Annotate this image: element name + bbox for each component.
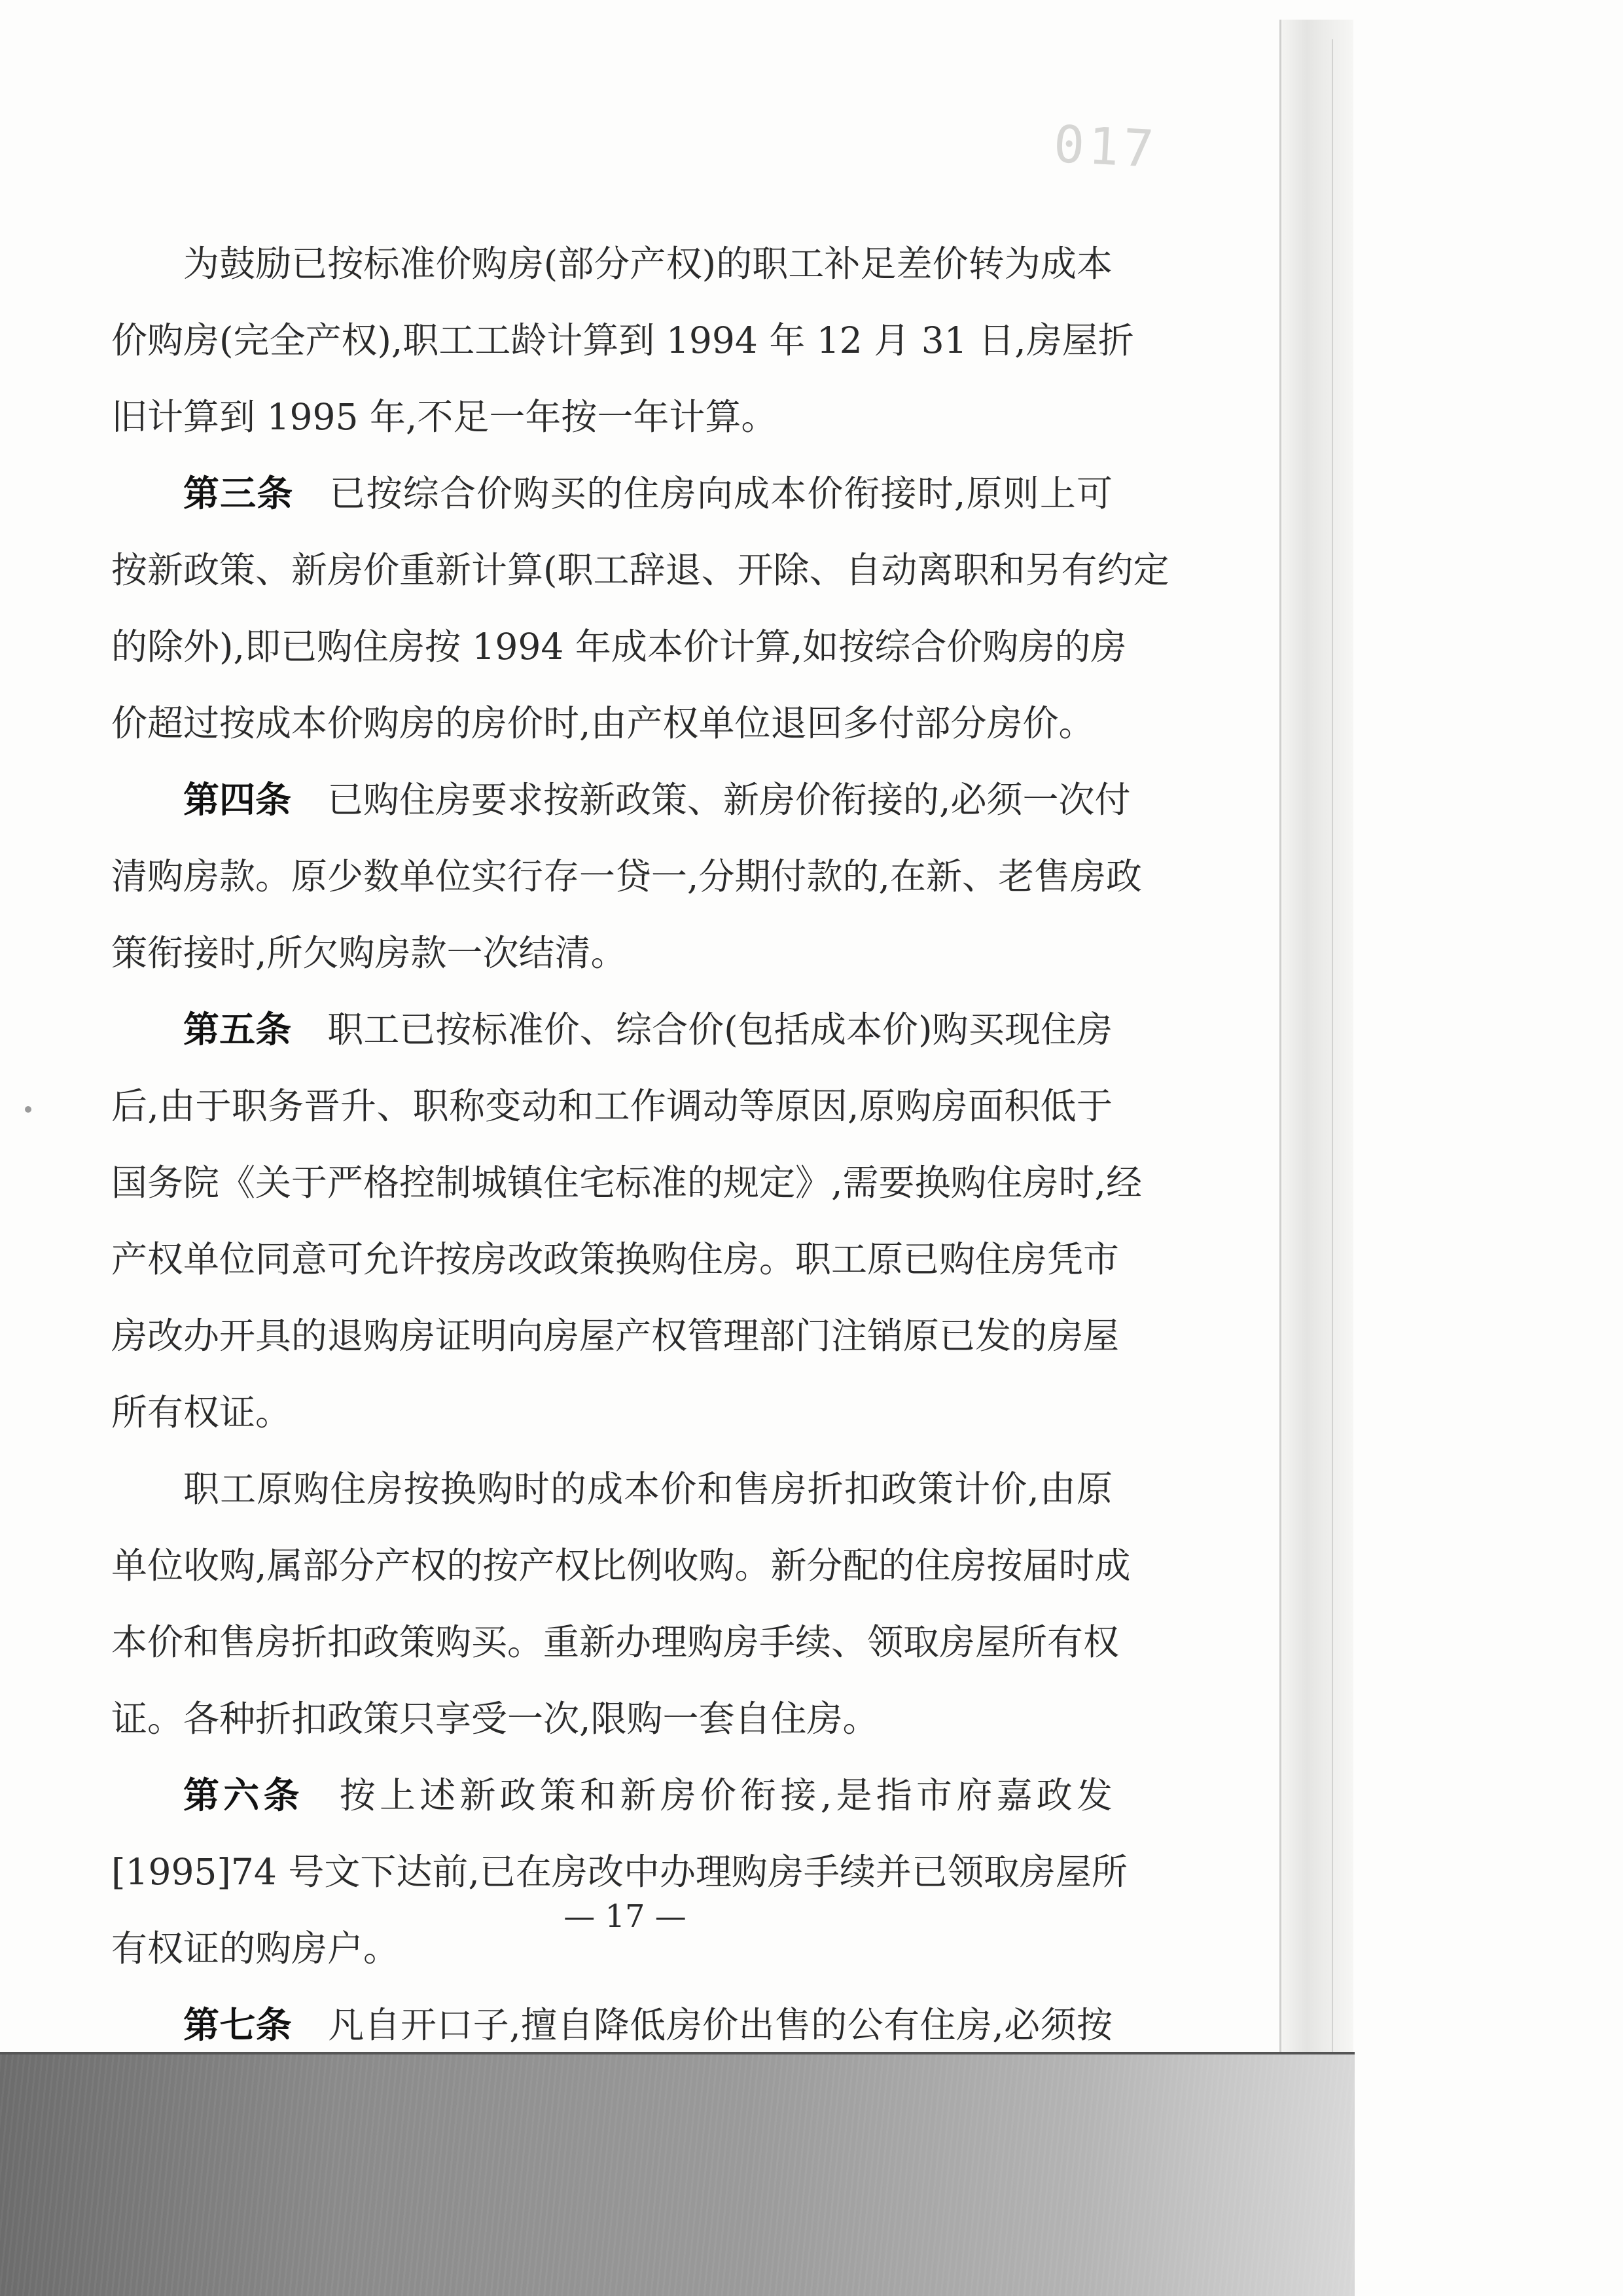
- text-line: [111, 762, 1131, 838]
- text-line: 产权单位同意可允许按房改政策换购住房。职工原已购住房凭市: [111, 1238, 1120, 1280]
- text-line: 国务院《关于严格控制城镇住宅标准的规定》,需要换购住房时,经: [111, 1162, 1142, 1204]
- text-line: [1995]74 号文下达前,已在房改中办理购房手续并已领取房屋所: [111, 1851, 1128, 1893]
- text-line: 后,由于职务晋升、职称变动和工作调动等原因,原购房面积低于: [111, 1085, 1113, 1127]
- page-number: — 17 —: [563, 1898, 687, 1935]
- text-line: [111, 456, 1113, 532]
- text-line: 清购房款。原少数单位实行存一贷一,分期付款的,在新、老售房政: [111, 855, 1142, 897]
- text-line: 的除外),即已购住房按 1994 年成本价计算,如按综合价购房的房: [111, 626, 1127, 668]
- page-binding-edge: [1279, 20, 1353, 2140]
- text-line-content: 已购住房要求按新政策、新房价衔接的,必须一次付: [327, 779, 1131, 821]
- text-line: 价超过按成本价购房的房价时,由产权单位退回多付部分房价。: [111, 702, 1095, 744]
- page-edge-line: [1332, 39, 1333, 2101]
- paragraph-article-6: [111, 1757, 1128, 1987]
- text-line: 有权证的购房户。: [111, 1928, 400, 1969]
- text-line: 所有权证。: [111, 1391, 292, 1433]
- paragraph-article-5: [111, 992, 1142, 1451]
- text-line: 为鼓励已按标准价购房(部分产权)的职工补足差价转为成本: [183, 243, 1113, 285]
- text-line: 职工原购住房按换购时的成本价和售房折扣政策计价,由原: [183, 1468, 1113, 1510]
- text-line: 房改办开具的退购房证明向房屋产权管理部门注销原已发的房屋: [111, 1315, 1120, 1357]
- faint-archive-number: 017: [1052, 115, 1160, 180]
- text-line: [111, 1757, 1113, 1834]
- paragraph-article-3: [111, 456, 1169, 762]
- paragraph-article-4: [111, 762, 1142, 992]
- article-heading: 第三条: [183, 473, 294, 514]
- text-line: 单位收购,属部分产权的按产权比例收购。新分配的住房按届时成: [111, 1545, 1131, 1587]
- text-line-content: 凡自开口子,擅自降低房价出售的公有住房,必须按: [328, 2004, 1113, 2046]
- paragraph-intro: [111, 226, 1134, 456]
- article-heading: 第六条: [183, 1774, 304, 1816]
- scanner-shadow-strip: [0, 2052, 1355, 2296]
- article-heading: 第五条: [183, 1009, 292, 1050]
- text-line: 旧计算到 1995 年,不足一年按一年计算。: [111, 396, 777, 438]
- article-heading: 第四条: [183, 779, 292, 821]
- article-heading: 第七条: [183, 2004, 293, 2046]
- text-line: 按新政策、新房价重新计算(职工辞退、开除、自动离职和另有约定: [111, 549, 1169, 591]
- text-line-content: 职工已按标准价、综合价(包括成本价)购买现住房: [327, 1009, 1113, 1050]
- text-line: 本价和售房折扣政策购买。重新办理购房手续、领取房屋所有权: [111, 1621, 1120, 1663]
- text-line: 策衔接时,所欠购房款一次结清。: [111, 932, 627, 974]
- paragraph-article-5-continued: [111, 1451, 1131, 1757]
- text-line-content: 按上述新政策和新房价衔接,是指市府嘉政发: [339, 1774, 1113, 1816]
- text-line: 价购房(完全产权),职工工龄计算到 1994 年 12 月 31 日,房屋折: [111, 319, 1134, 361]
- text-line: 证。各种折扣政策只享受一次,限购一套自住房。: [111, 1698, 879, 1740]
- text-line: [111, 992, 1113, 1068]
- scan-margin-mark: [25, 1106, 31, 1113]
- document-body: [111, 226, 1169, 2064]
- text-line-content: 已按综合价购买的住房向成本价衔接时,原则上可: [329, 473, 1113, 514]
